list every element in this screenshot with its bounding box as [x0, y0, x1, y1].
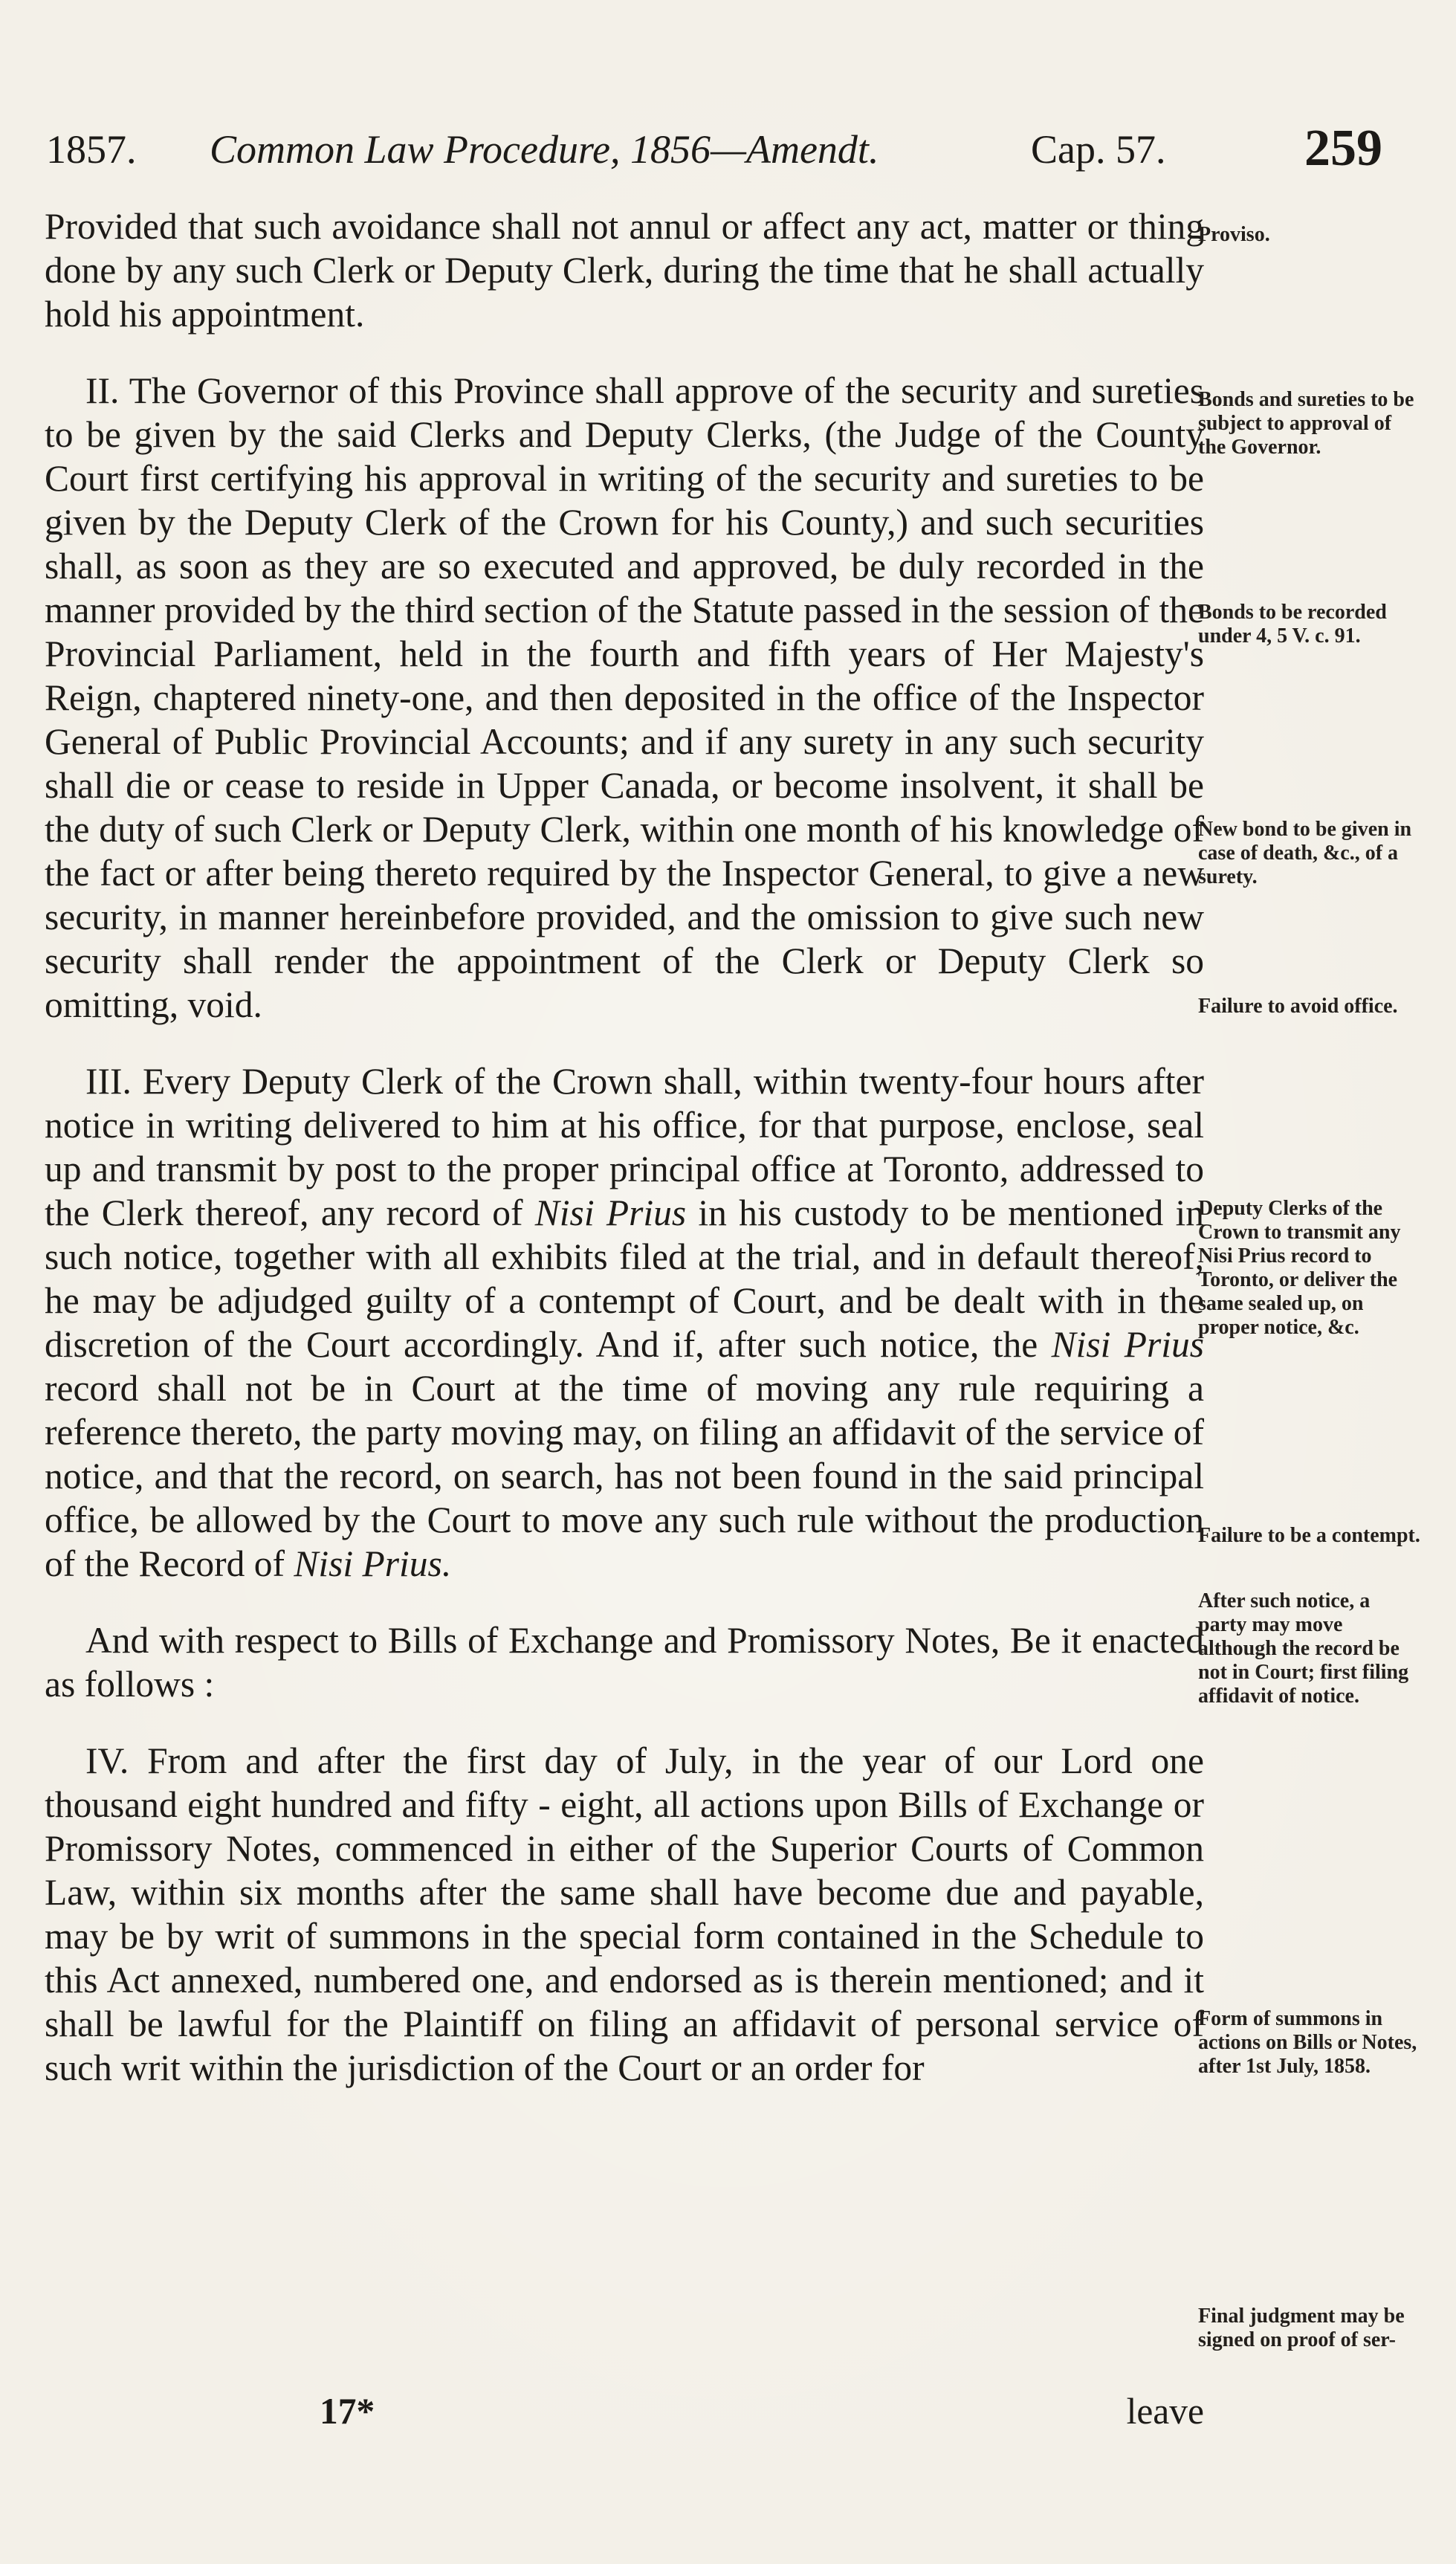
running-header: [46, 120, 1391, 186]
nisi-prius-term: Nisi Prius: [534, 1192, 687, 1233]
nisi-prius-term: Nisi Prius.: [294, 1543, 452, 1584]
margin-note-bonds-sureties: Bonds and sureties to be subject to approval of the Governor.: [1198, 388, 1414, 459]
margin-note-final-judgment: Final judgment may be signed on proof of ser-: [1198, 2305, 1405, 2351]
proviso-paragraph: Provided that such avoidance shall not annul or affect any act, matter or thing done by any such Clerk or Deputy Clerk, during the time that he shall actually hold his appointment.: [45, 206, 1204, 335]
margin-note-form-summons: Form of summons in actions on Bills or Notes, after 1st July, 1858.: [1198, 2007, 1417, 2078]
header-title: Common Law Procedure, 1856—Amendt.: [210, 127, 879, 172]
margin-note-bonds-recorded: Bonds to be recorded under 4, 5 V. c. 91.: [1198, 601, 1387, 648]
margin-note-deputy-clerks: Deputy Clerks of the Crown to transmit any Nisi Prius record to Toronto, or deliver the same sealed up, on proper notice, &c.: [1198, 1197, 1401, 1339]
margin-note-failure-avoid: Failure to avoid office.: [1198, 995, 1398, 1018]
margin-note-proviso: Proviso.: [1198, 223, 1270, 246]
signature-mark: 17*: [320, 2391, 375, 2432]
section-number: II.: [85, 370, 120, 411]
header-year: 1857.: [46, 127, 137, 172]
section-text-c: record shall not be in Court at the time of moving any rule requiring a reference thereto, the party moving may, on filing an affidavit of the service of notice, and that the record, on search, has not been found in the said principal office, be allowed by the Court to move any such rule without the production of the Record of: [45, 1368, 1204, 1584]
nisi-prius-term: Nisi Prius: [1051, 1324, 1205, 1365]
margin-note-new-bond: New bond to be given in case of death, &c., of a surety.: [1198, 818, 1412, 888]
bills-intro: And with respect to Bills of Exchange and Promissory Notes, Be it enacted as follows :: [45, 1620, 1204, 1705]
section-text: From and after the first day of July, in the year of our Lord one thousand eight hundred and fifty - eight, all actions upon Bills of Exchange or Promissory Notes, commenced in either of the Superior Courts of Common Law, within six months after the same shall have become due and payable, may be by writ of summons in the special form contained in the Schedule to this Act annexed, numbered one, and endorsed as is therein mentioned; and it shall be lawful for the Plaintiff on filing an affidavit of personal service of such writ within the jurisdiction of the Court or an order for: [45, 1740, 1204, 2088]
margin-note-after-notice: After such notice, a party may move although the record be not in Court; first filing affidavit of notice.: [1198, 1589, 1409, 1708]
section-text-b: in his custody to be mentioned in such notice, together with all exhibits filed at the trial, and in default thereof, he may be adjudged guilty of a contempt of Court, and be dealt with in the discretion of the Court accordingly. And if, after such notice, the: [45, 1192, 1205, 1365]
section-text-a: Every Deputy Clerk of the Crown shall, within twenty-four hours after notice in writing delivered to him at his office, for that purpose, enclose, seal up and transmit by post to the proper principal office at Toronto, addressed to the Clerk thereof, any record of: [45, 1061, 1205, 1233]
section-number: III.: [85, 1061, 132, 1102]
page-number: 259: [1304, 120, 1382, 177]
header-chapter: Cap. 57.: [1031, 127, 1166, 172]
page-footer: [45, 2390, 1204, 2435]
section-4: [45, 1739, 1204, 2090]
statute-text: [45, 204, 1204, 2090]
margin-note-failure-contempt: Failure to be a contempt.: [1198, 1524, 1420, 1547]
section-number: IV.: [85, 1740, 129, 1781]
catchword: leave: [1126, 2391, 1204, 2432]
section-3: [45, 1059, 1204, 1586]
section-2: [45, 369, 1204, 1027]
section-text: The Governor of this Province shall approve of the security and sureties to be given by the said Clerks and Deputy Clerks, (the Judge of the County Court first certifying his approval in writing of the security and sureties to be given by the Deputy Clerk of the Crown for his County,) and such securities shall, as soon as they are so executed and approved, be duly recorded in the manner provided by the third section of the Statute passed in the session of the Provincial Parliament, held in the fourth and fifth years of Her Majesty's Reign, chaptered ninety-one, and then deposited in the office of the Inspector General of Public Provincial Accounts; and if any surety in any such security shall die or cease to reside in Upper Canada, or become insolvent, it shall be the duty of such Clerk or Deputy Clerk, within one month of his knowledge of the fact or after being thereto required by the Inspector General, to give a new security, in manner hereinbefore provided, and the omission to give such new security shall render the appointment of the Clerk or Deputy Clerk so omitting, void.: [45, 370, 1204, 1025]
